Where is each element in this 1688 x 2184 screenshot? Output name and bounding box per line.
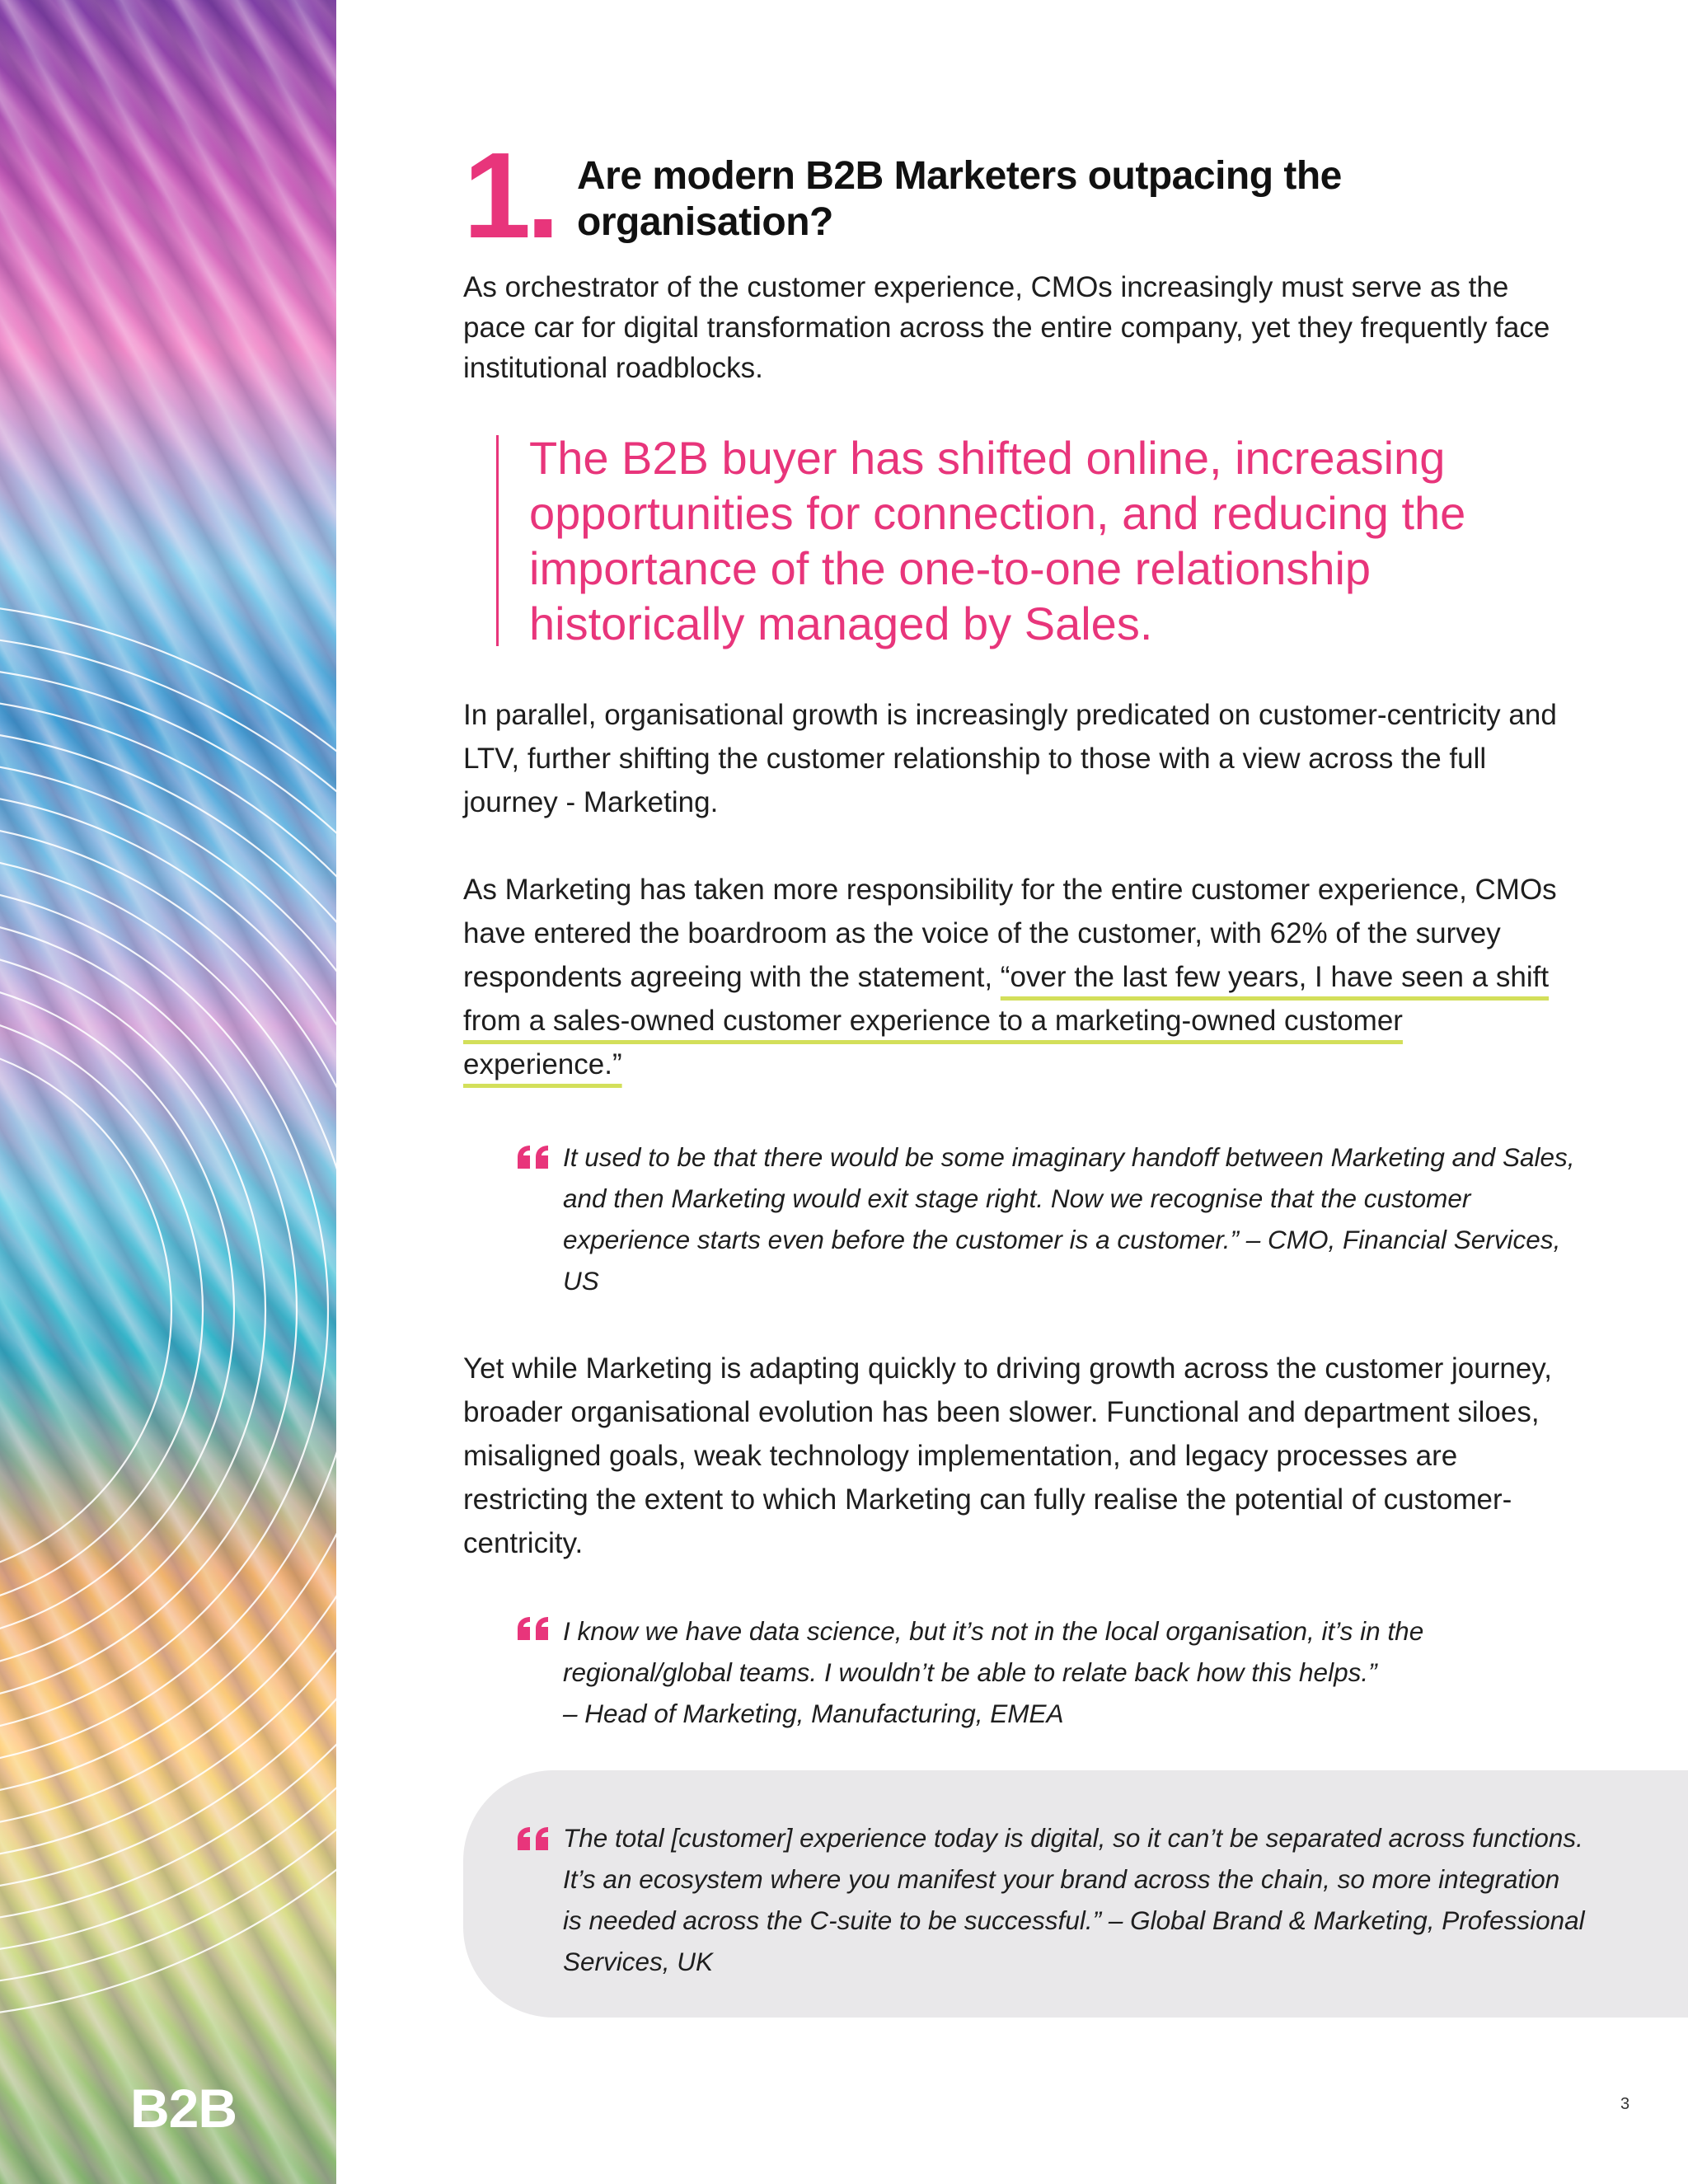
highlighted-statement: “over the last few years, I have seen a shift from a sales-owned customer experience to a marketing-owned customer experience.” xyxy=(463,961,1550,1080)
quote-mark-icon xyxy=(516,1615,554,1643)
pull-quote-bar xyxy=(496,435,499,646)
section-number: 1. xyxy=(463,128,556,264)
section-title-line-1: Are modern B2B Marketers outpacing the xyxy=(577,154,1342,198)
testimonial-quote-2-line-1: I know we have data science, but it’s not in the local organisation, it’s in the xyxy=(563,1616,1424,1646)
pull-quote: The B2B buyer has shifted online, increasing opportunities for connection, and reducing the importance of the one-to-one relationship historically managed by Sales. xyxy=(529,432,1466,649)
testimonial-quote-2 xyxy=(563,1610,1585,1734)
paragraph-3-lead: As Marketing has taken more responsibility for the entire customer experience, CMOs have entered the boardroom as the voice of the customer, with 62% of the survey respondents agreeing with the statement, xyxy=(463,874,1557,993)
paragraph-2: In parallel, organisational growth is increasingly predicated on customer-centricity and LTV, further shifting the customer relationship to those with a view across the full journey - Marketing. xyxy=(463,699,1557,818)
b2b-logo xyxy=(130,2077,237,2139)
testimonial-quote-1: It used to be that there would be some imaginary handoff between Marketing and Sales, and then Marketing would exit stage right. Now we recognise that the customer experience starts even before the customer is a customer.” – CMO, Financial Services, US xyxy=(563,1142,1575,1296)
intro-paragraph: As orchestrator of the customer experience, CMOs increasingly must serve as the pace car for digital transformation across the entire company, yet they frequently face institutional roadblocks. xyxy=(463,271,1550,384)
testimonial-quote-3: The total [customer] experience today is digital, so it can’t be separated across functions. It’s an ecosystem where you manifest your brand across the chain, so more integration is needed across the C-suite to be successful.” – Global Brand & Marketing, Professional Services, UK xyxy=(563,1823,1585,1976)
concentric-arcs-decoration xyxy=(0,0,336,2184)
paragraph-3 xyxy=(463,868,1568,1086)
quote-mark-icon xyxy=(516,1825,554,1854)
quote-mark-icon xyxy=(516,1144,554,1172)
decorative-side-band xyxy=(0,0,336,2184)
paragraph-4: Yet while Marketing is adapting quickly to driving growth across the customer journey, broader organisational evolution has been slower. Functional and department siloes, misaligned goals, weak technology implementation, and legacy processes are restricting the extent to which Marketing can fully realise the potential of customer-centricity. xyxy=(463,1352,1552,1559)
testimonial-quote-2-line-2: regional/global teams. I wouldn’t be able to relate back how this helps.” xyxy=(563,1657,1377,1687)
testimonial-quote-2-attribution: – Head of Marketing, Manufacturing, EMEA xyxy=(563,1699,1064,1728)
section-title-line-2: organisation? xyxy=(577,200,833,244)
logo-text: B2B xyxy=(130,2078,237,2139)
page-number: 3 xyxy=(1620,2095,1630,2113)
section-title xyxy=(577,153,1566,246)
